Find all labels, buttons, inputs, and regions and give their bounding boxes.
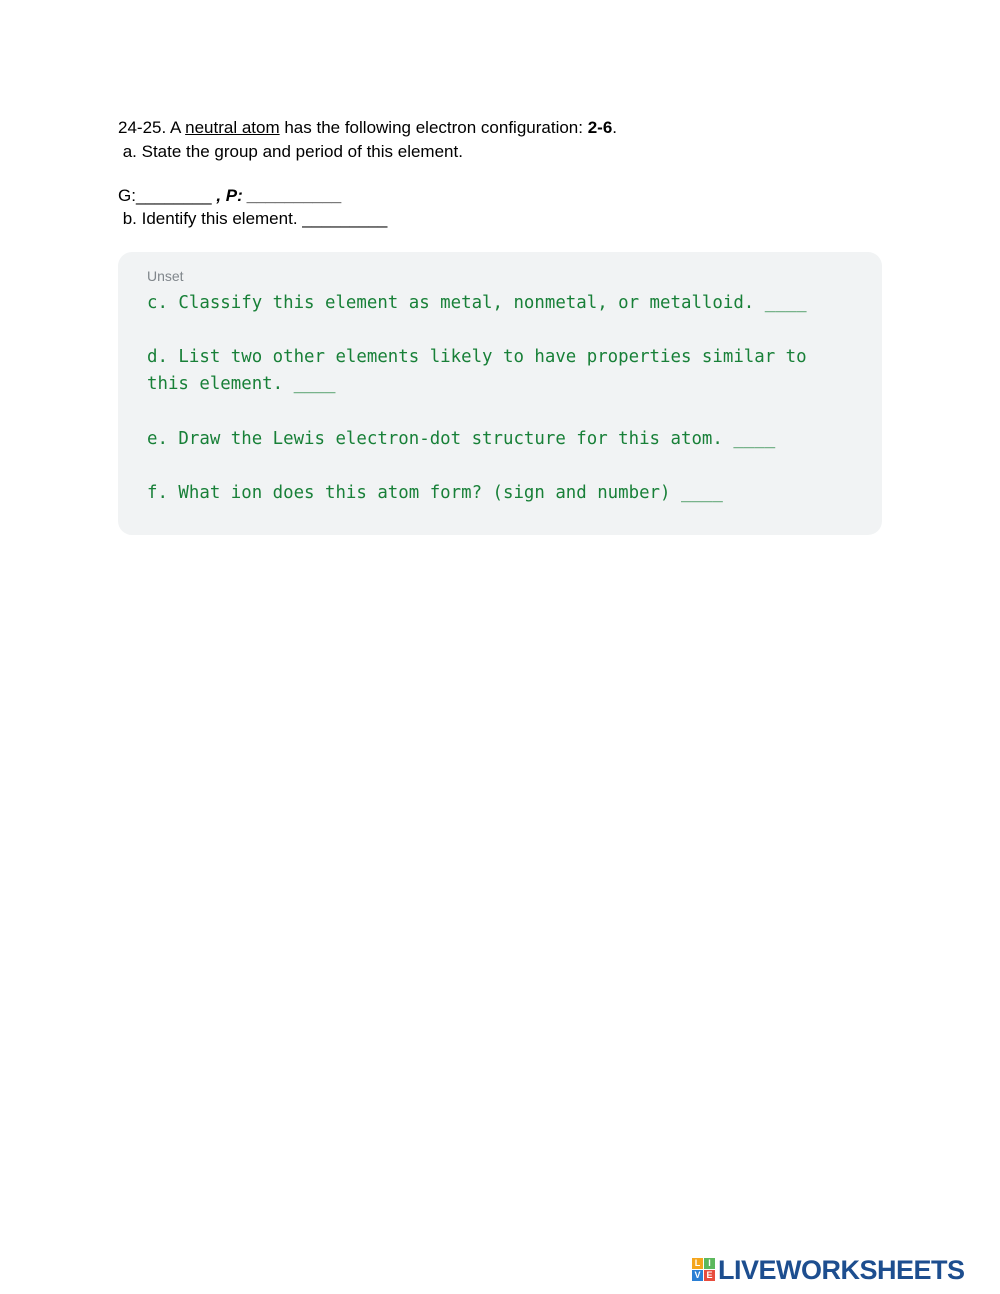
intro-end: . bbox=[612, 118, 618, 137]
group-blank[interactable]: G:________ bbox=[118, 186, 212, 205]
intro-prefix: 24-25. A bbox=[118, 118, 186, 137]
period-blank[interactable]: , P: __________ bbox=[211, 186, 343, 205]
code-line-f: f. What ion does this atom form? (sign and number) ____ bbox=[147, 483, 723, 503]
logo-letter-l: L bbox=[692, 1258, 703, 1269]
liveworksheets-logo bbox=[692, 1254, 965, 1285]
logo-letter-i: I bbox=[704, 1258, 715, 1269]
logo-letter-e: E bbox=[704, 1270, 715, 1281]
code-language-label: Unset bbox=[147, 268, 184, 284]
logo-mark-icon bbox=[692, 1258, 716, 1282]
code-line-d-cont: this element. ____ bbox=[147, 374, 336, 394]
intro-middle: has the following electron configuration: bbox=[279, 118, 588, 137]
intro-config: 2-6 bbox=[587, 118, 613, 137]
group-period-line bbox=[118, 186, 342, 206]
logo-text: LIVEWORKSHEETS bbox=[718, 1254, 965, 1285]
question-intro bbox=[118, 118, 617, 138]
code-line-c: c. Classify this element as metal, nonmetal, or metalloid. ____ bbox=[147, 293, 807, 313]
part-a: a. State the group and period of this element. bbox=[118, 142, 463, 161]
code-block bbox=[118, 252, 882, 535]
intro-underlined: neutral atom bbox=[185, 118, 280, 137]
code-line-e: e. Draw the Lewis electron-dot structure for this atom. ____ bbox=[147, 429, 776, 449]
part-b[interactable]: b. Identify this element. _________ bbox=[118, 209, 388, 228]
code-line-d: d. List two other elements likely to have properties similar to bbox=[147, 347, 807, 367]
logo-letter-v: V bbox=[692, 1270, 703, 1281]
